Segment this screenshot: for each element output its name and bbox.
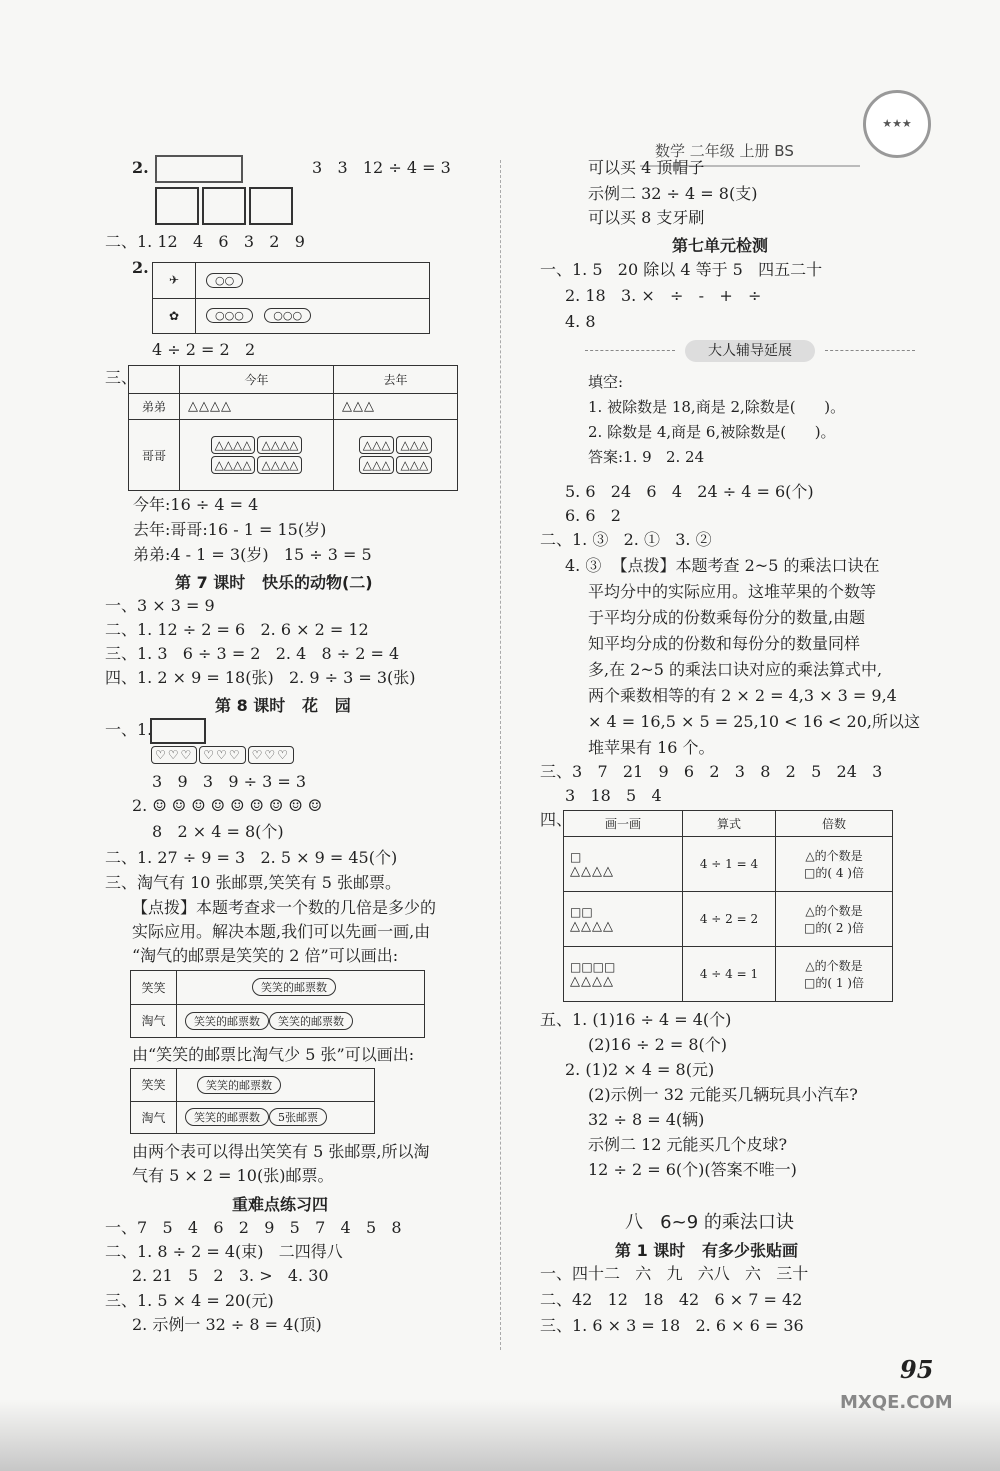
line: 知平均分成的份数和每份分的数量同样 bbox=[588, 634, 861, 653]
col-header: 去年 bbox=[333, 366, 457, 394]
line: 12 ÷ 2 = 6(个)(答案不唯一) bbox=[588, 1160, 797, 1179]
line: 2. 除数是 4,商是 6,被除数是( )。 bbox=[588, 423, 836, 441]
line: 3 18 5 4 bbox=[565, 786, 662, 805]
row-header: 哥哥 bbox=[129, 420, 180, 491]
line: 2. 21 5 2 3. > 4. 30 bbox=[132, 1266, 329, 1285]
animal-table: ✈ ○○ ✿ ○○○ ○○○ bbox=[152, 262, 430, 334]
unit-test-heading: 第七单元检测 bbox=[672, 236, 769, 255]
line: “淘气的邮票是笑笑的 2 倍”可以画出: bbox=[132, 946, 399, 965]
line: 一、1. bbox=[105, 720, 153, 739]
line: 实际应用。解决本题,我们可以先画一画,由 bbox=[132, 922, 431, 941]
brand-logo: ★★★ bbox=[863, 90, 931, 158]
page-number: 95 bbox=[900, 1355, 934, 1384]
line: 三、1. 5 × 4 = 20(元) bbox=[105, 1291, 274, 1310]
line: 5. 6 24 6 4 24 ÷ 4 = 6(个) bbox=[565, 482, 814, 501]
line: 三、淘气有 10 张邮票,笑笑有 5 张邮票。 bbox=[105, 873, 401, 892]
line: 三、1. 6 × 3 = 18 2. 6 × 6 = 36 bbox=[540, 1316, 804, 1335]
multiple-table: 画一画 算式 倍数 □ △△△△ 4 ÷ 1 = 4 △的个数是 □的( 4 )倍 □□ △△△△ 4 ÷ 2 = 2 △的个数是 □的( 2 )倍 □□□□ △△△△ 4 ÷ 4 = 1 △的个数是 □的( 1 )倍 bbox=[563, 810, 893, 1002]
line: 8 2 × 4 = 8(个) bbox=[152, 822, 284, 841]
line: 3 9 3 9 ÷ 3 = 3 bbox=[152, 772, 307, 791]
line: 弟弟:4 - 1 = 3(岁) 15 ÷ 3 = 5 bbox=[133, 545, 372, 564]
line: 2. 示例一 32 ÷ 8 = 4(顶) bbox=[132, 1315, 322, 1334]
line: 2. 18 3. × ÷ - + ÷ bbox=[565, 286, 762, 305]
line: 由“笑笑的邮票比淘气少 5 张”可以画出: bbox=[132, 1045, 415, 1064]
line: 二、42 12 18 42 6 × 7 = 42 bbox=[540, 1290, 803, 1309]
line: (2)16 ÷ 2 = 8(个) bbox=[588, 1035, 728, 1054]
line: 去年:哥哥:16 - 1 = 15(岁) bbox=[133, 520, 327, 539]
extension-label: 大人辅导延展 bbox=[685, 340, 815, 362]
line: 四、1. 2 × 9 = 18(张) 2. 9 ÷ 3 = 3(张) bbox=[105, 668, 416, 687]
line: (2)示例一 32 元能买几辆玩具小汽车? bbox=[588, 1085, 858, 1104]
line: 4. 8 bbox=[565, 312, 596, 331]
line: 4. ③ 【点拨】本题考查 2~5 的乘法口诀在 bbox=[565, 556, 880, 575]
line: 多,在 2~5 的乘法口诀对应的乘法算式中, bbox=[588, 660, 883, 679]
line: 五、1. (1)16 ÷ 4 = 4(个) bbox=[540, 1010, 732, 1029]
umbrella-box bbox=[150, 718, 206, 744]
section-label: 三、 bbox=[105, 368, 138, 387]
line: 二、1. 12 ÷ 2 = 6 2. 6 × 2 = 12 bbox=[105, 620, 369, 639]
item: 2. bbox=[132, 258, 149, 277]
drawn-box bbox=[155, 155, 243, 183]
line: 二、1. 8 ÷ 2 = 4(束) 二四得八 bbox=[105, 1242, 343, 1261]
lesson-heading: 第 1 课时 有多少张贴画 bbox=[615, 1241, 798, 1260]
col-header: 今年 bbox=[180, 366, 334, 394]
line: 32 ÷ 8 = 4(辆) bbox=[588, 1110, 705, 1129]
line: 由两个表可以得出笑笑有 5 张邮票,所以淘 bbox=[132, 1142, 430, 1161]
line: 于平均分成的份数乘每份分的数量,由题 bbox=[588, 608, 866, 627]
answer-line: 3 3 12 ÷ 4 = 3 bbox=[312, 158, 451, 177]
line: 二、1. ③ 2. ① 3. ② bbox=[540, 530, 712, 549]
line: 二、1. 27 ÷ 9 = 3 2. 5 × 9 = 45(个) bbox=[105, 848, 398, 867]
sibling-table: 今年 去年 弟弟 △△△△ △△△ 哥哥 △△△△ △△△△ △△△△ △△△△ △△△ △△△ △△△ △△△ bbox=[128, 365, 458, 491]
line: 示例二 32 ÷ 4 = 8(支) bbox=[588, 184, 758, 203]
watermark: MXQE.COM bbox=[840, 1392, 953, 1413]
item-2: 2. bbox=[132, 158, 149, 177]
line: 两个乘数相等的有 2 × 2 = 4,3 × 3 = 9,4 bbox=[588, 686, 897, 705]
line: 三、1. 3 6 ÷ 3 = 2 2. 4 8 ÷ 2 = 4 bbox=[105, 644, 400, 663]
line: 【点拨】本题考查求一个数的几倍是多少的 bbox=[132, 898, 437, 917]
practice-heading: 重难点练习四 bbox=[232, 1195, 329, 1214]
line: 填空: bbox=[588, 373, 624, 391]
line: × 4 = 16,5 × 5 = 25,10 < 16 < 20,所以这 bbox=[588, 712, 920, 731]
line: 可以买 8 支牙刷 bbox=[588, 208, 705, 227]
section-label: 四、 bbox=[540, 810, 573, 829]
line: 可以买 4 顶帽子 bbox=[588, 158, 705, 177]
line: 2. ☺ ☺ ☺ ☺ ☺ ☺ ☺ ☺ ☺ bbox=[132, 796, 323, 815]
page-header: 数学 二年级 上册 BS bbox=[655, 142, 794, 160]
line: 1. 被除数是 18,商是 2,除数是( )。 bbox=[588, 398, 846, 416]
stamp-table-b: 笑笑 笑笑的邮票数 淘气 笑笑的邮票数 5张邮票 bbox=[130, 1068, 375, 1134]
row-header: 弟弟 bbox=[129, 394, 180, 420]
line: 平均分中的实际应用。这堆苹果的个数等 bbox=[588, 582, 877, 601]
line: 堆苹果有 16 个。 bbox=[588, 738, 715, 757]
stamp-table-a: 笑笑 笑笑的邮票数 淘气 笑笑的邮票数 笑笑的邮票数 bbox=[130, 970, 425, 1038]
line: 一、1. 5 20 除以 4 等于 5 四五二十 bbox=[540, 260, 823, 279]
drawn-groups bbox=[155, 187, 295, 225]
line: 气有 5 × 2 = 10(张)邮票。 bbox=[132, 1166, 334, 1185]
line: 4 ÷ 2 = 2 2 bbox=[152, 340, 256, 359]
line: 示例二 12 元能买几个皮球? bbox=[588, 1135, 788, 1154]
chapter-heading: 八 6~9 的乘法口诀 bbox=[625, 1212, 794, 1233]
heart-groups: ♡♡♡ ♡♡♡ ♡♡♡ bbox=[150, 745, 355, 767]
extension-band bbox=[585, 340, 915, 362]
line: 6. 6 2 bbox=[565, 506, 621, 525]
line: 一、四十二 六 九 六八 六 三十 bbox=[540, 1264, 809, 1283]
column-divider bbox=[500, 160, 502, 1350]
line: 一、7 5 4 6 2 9 5 7 4 5 8 bbox=[105, 1218, 402, 1237]
line: 三、3 7 21 9 6 2 3 8 2 5 24 3 bbox=[540, 762, 883, 781]
line: 答案:1. 9 2. 24 bbox=[588, 448, 705, 466]
lesson-heading: 第 7 课时 快乐的动物(二) bbox=[175, 573, 373, 592]
line: 今年:16 ÷ 4 = 4 bbox=[133, 495, 259, 514]
line: 一、3 × 3 = 9 bbox=[105, 596, 215, 615]
line: 二、1. 12 4 6 3 2 9 bbox=[105, 232, 305, 251]
line: 2. (1)2 × 4 = 8(元) bbox=[565, 1060, 715, 1079]
lesson-heading: 第 8 课时 花 园 bbox=[215, 696, 351, 715]
